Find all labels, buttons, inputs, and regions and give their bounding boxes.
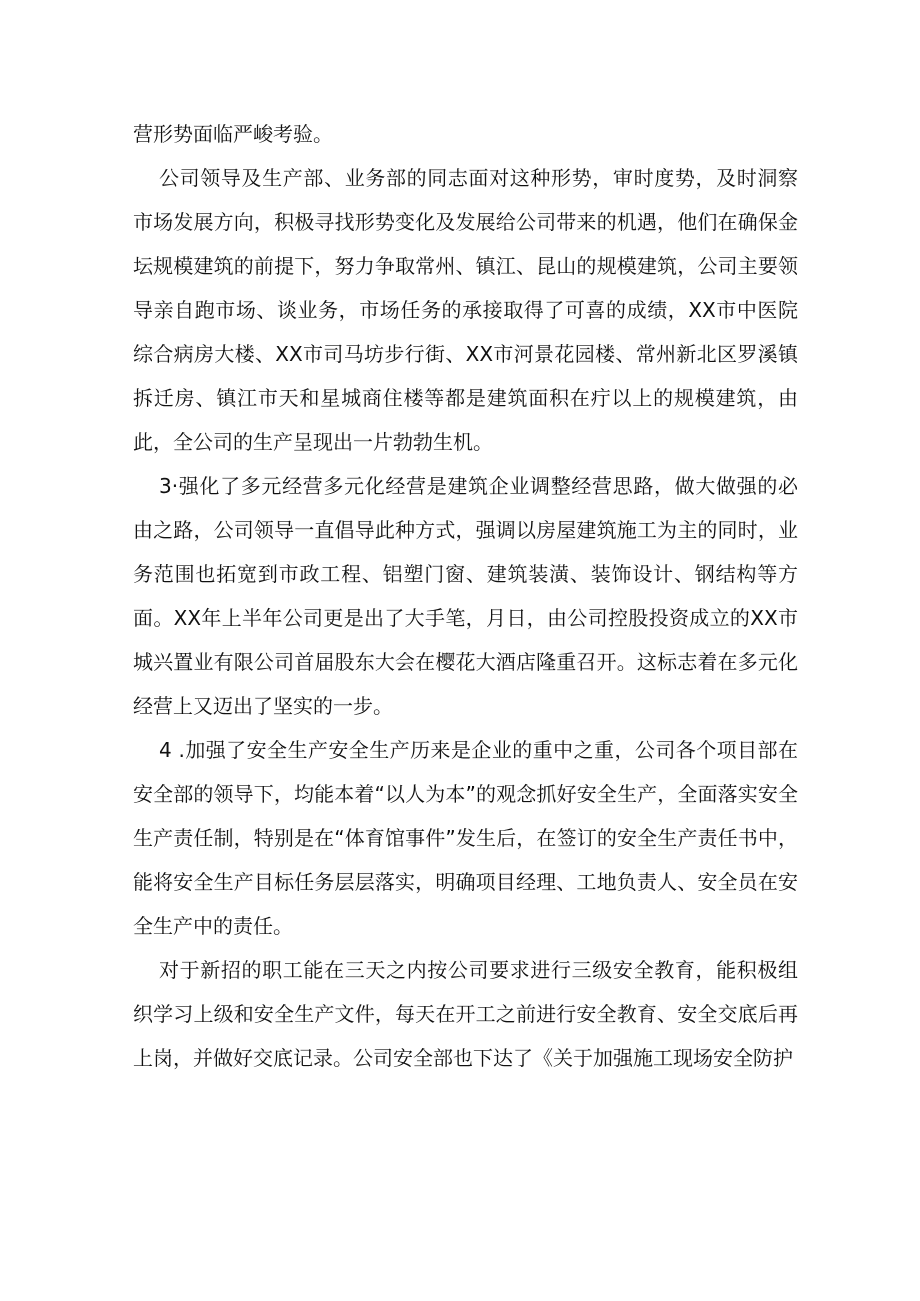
paragraph-3: 3·强化了多元经营多元化经营是建筑企业调整经营思路，做大做强的必由之路，公司领导一直倡导此种方式，强调以房屋建筑施工为主的同时，业务范围也拓宽到市政工程、铝塑门窗、建筑装潢、装饰设计、钢结构等方面。XX年上半年公司更是出了大手笔，月日，由公司控股投资成立的XX市城兴置业有限公司首届股东大会在樱花大酒店隆重召开。这标志着在多元化经营上又迈出了坚实的一步。 [133, 474, 798, 718]
document-body [133, 112, 798, 1080]
paragraph-1: 营形势面临严峻考验。 [133, 122, 333, 146]
paragraph-5: 对于新招的职工能在三天之内按公司要求进行三级安全教育，能积极组织学习上级和安全生产文件，每天在开工之前进行安全教育、安全交底后再上岗，并做好交底记录。公司安全部也下达了《关于加强施工现场安全防护 [133, 958, 798, 1070]
paragraph-4: 4 .加强了安全生产安全生产历来是企业的重中之重，公司各个项目部在安全部的领导下，均能本着“以人为本”的观念抓好安全生产，全面落实安全生产责任制，特别是在“体育馆事件”发生后，在签订的安全生产责任书中，能将安全生产目标任务层层落实，明确项目经理、工地负责人、安全员在安全生产中的责任。 [133, 738, 798, 938]
paragraph-2: 公司领导及生产部、业务部的同志面对这种形势，审时度势，及时洞察市场发展方向，积极寻找形势变化及发展给公司带来的机遇，他们在确保金坛规模建筑的前提下，努力争取常州、镇江、昆山的规模建筑，公司主要领导亲自跑市场、谈业务，市场任务的承接取得了可喜的成绩，XX市中医院综合病房大楼、XX市司马坊步行街、XX市河景花园楼、常州新北区罗溪镇拆迁房、镇江市天和星城商住楼等都是建筑面积在疔以上的规模建筑，由此，全公司的生产呈现出一片勃勃生机。 [133, 166, 798, 454]
